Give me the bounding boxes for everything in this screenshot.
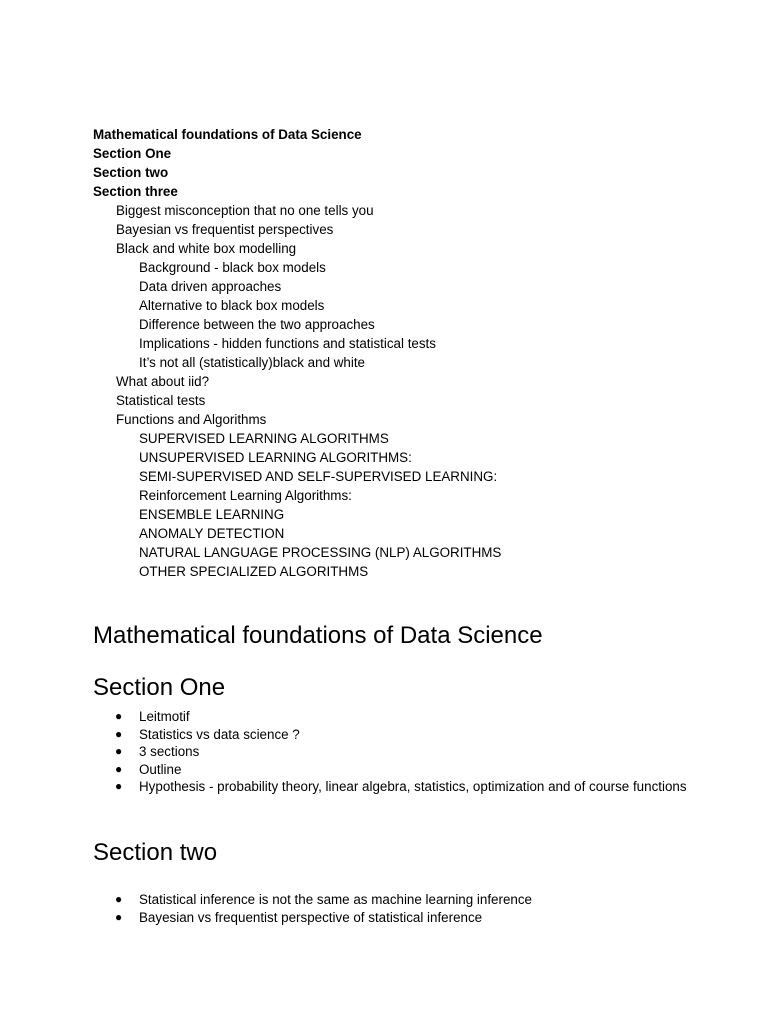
- bullet-dot-icon: ●: [115, 779, 123, 793]
- bullet-text: 3 sections: [139, 744, 200, 759]
- toc-link[interactable]: Mathematical foundations of Data Science: [93, 127, 362, 142]
- toc-link[interactable]: Section three: [93, 184, 178, 199]
- toc-link[interactable]: Reinforcement Learning Algorithms:: [139, 488, 352, 503]
- section-two-bullet-list: [93, 891, 693, 926]
- toc-link[interactable]: SUPERVISED LEARNING ALGORITHMS: [139, 431, 389, 446]
- section-one-heading: Section One: [93, 674, 226, 701]
- bullet-dot-icon: ●: [115, 709, 123, 723]
- toc-link[interactable]: It’s not all (statistically)black and white: [139, 355, 365, 370]
- section-two-heading: Section two: [93, 839, 218, 866]
- bullet-text: Outline: [139, 761, 182, 777]
- bullet-text: Hypothesis - probability theory, linear algebra, statistics, optimization and of course functions: [139, 779, 687, 794]
- toc-link[interactable]: Functions and Algorithms: [116, 412, 267, 427]
- toc-link[interactable]: OTHER SPECIALIZED ALGORITHMS: [139, 564, 369, 579]
- toc-link[interactable]: Biggest misconception that no one tells you: [116, 203, 374, 218]
- toc-link[interactable]: UNSUPERVISED LEARNING ALGORITHMS:: [139, 450, 412, 465]
- bullet-item: [93, 761, 693, 779]
- bullet-text: Statistical inference is not the same as machine learning inference: [139, 892, 533, 907]
- bullet-dot-icon: ●: [115, 909, 123, 924]
- bullet-item: [93, 891, 693, 909]
- toc-link[interactable]: Section One: [93, 146, 172, 161]
- bullet-text: Leitmotif: [139, 709, 190, 724]
- bullet-dot-icon: ●: [115, 761, 123, 776]
- toc-link[interactable]: Background - black box models: [139, 260, 326, 275]
- bullet-dot-icon: ●: [115, 892, 123, 906]
- toc-link[interactable]: SEMI-SUPERVISED AND SELF-SUPERVISED LEARNING:: [139, 469, 498, 484]
- bullet-item: [93, 743, 693, 761]
- toc-link[interactable]: Bayesian vs frequentist perspectives: [116, 222, 334, 237]
- bullet-text: Statistics vs data science ?: [139, 726, 300, 742]
- toc-link[interactable]: Statistical tests: [116, 393, 206, 408]
- toc-link[interactable]: ENSEMBLE LEARNING: [139, 507, 285, 522]
- toc-link[interactable]: What about iid?: [116, 374, 210, 389]
- bullet-item: [93, 708, 693, 726]
- bullet-item: [93, 909, 693, 927]
- toc-link[interactable]: ANOMALY DETECTION: [139, 526, 285, 541]
- toc-link[interactable]: Implications - hidden functions and statistical tests: [139, 336, 436, 351]
- bullet-item: [93, 726, 693, 744]
- toc-link[interactable]: Difference between the two approaches: [139, 317, 375, 332]
- toc-link[interactable]: Data driven approaches: [139, 279, 282, 294]
- document-title: Mathematical foundations of Data Science: [93, 622, 543, 649]
- bullet-item: [93, 778, 693, 796]
- bullet-dot-icon: ●: [115, 726, 123, 741]
- table-of-contents: [93, 125, 733, 581]
- section-one-bullet-list: [93, 708, 693, 796]
- toc-link[interactable]: Black and white box modelling: [116, 241, 297, 256]
- toc-link[interactable]: Section two: [93, 165, 169, 180]
- bullet-dot-icon: ●: [115, 744, 123, 758]
- bullet-text: Bayesian vs frequentist perspective of statistical inference: [139, 909, 483, 925]
- toc-link[interactable]: NATURAL LANGUAGE PROCESSING (NLP) ALGORITHMS: [139, 545, 502, 560]
- toc-link[interactable]: Alternative to black box models: [139, 298, 325, 313]
